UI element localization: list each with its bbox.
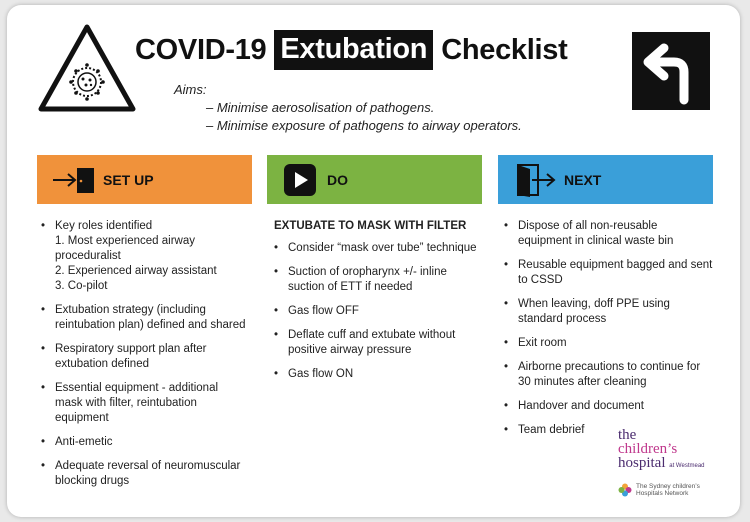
next-label: NEXT	[564, 171, 602, 188]
hospital-logo	[618, 428, 718, 497]
setup-column	[41, 219, 246, 498]
list-item: • Suction of oropharynx +/- inline suction of ETT if needed	[274, 265, 479, 295]
list-item: • Adequate reversal of neuromuscular blocking drugs	[41, 459, 246, 489]
list-item: • Gas flow OFF	[274, 304, 479, 319]
do-column	[274, 219, 479, 391]
title-part-1: COVID-19	[135, 33, 267, 66]
next-column	[504, 219, 714, 447]
list-item: • Gas flow ON	[274, 367, 479, 382]
aims-block	[174, 81, 522, 135]
network-line-1: The Sydney children’s	[636, 483, 700, 490]
enter-door-icon	[51, 165, 97, 195]
role-item: 3. Co-pilot	[55, 280, 108, 292]
setup-header	[37, 155, 252, 204]
list-item: • Airborne precautions to continue for 30 minutes after cleaning	[504, 360, 714, 390]
list-item: • Extubation strategy (including reintubation plan) defined and shared	[41, 303, 246, 333]
role-item: 2. Experienced airway assistant	[55, 265, 217, 277]
list-item: • Consider “mask over tube” technique	[274, 241, 479, 256]
logo-line-3-text: hospital	[618, 455, 666, 471]
title-part-3: Checklist	[441, 33, 568, 66]
list-item: • Deflate cuff and extubate without positive airway pressure	[274, 328, 479, 358]
network-logo	[618, 483, 718, 497]
list-item: • Dispose of all non-reusable equipment in clinical waste bin	[504, 219, 714, 249]
network-flower-icon	[618, 483, 632, 497]
title-highlight: Extubation	[274, 30, 433, 70]
exit-door-icon	[512, 162, 558, 198]
list-item	[41, 219, 246, 294]
logo-line-3	[618, 456, 718, 473]
aim-item: – Minimise exposure of pathogens to airway operators.	[206, 118, 522, 133]
logo-line-3-small: at Westmead	[669, 463, 705, 469]
list-item: • Essential equipment - additional mask with filter, reintubation equipment	[41, 381, 246, 426]
next-header	[498, 155, 713, 204]
role-item: 1. Most experienced airway proceduralist	[55, 235, 195, 262]
setup-item-text: • Key roles identified	[55, 220, 153, 232]
aims-label: Aims:	[174, 82, 207, 97]
logo-line-1: the	[618, 427, 637, 443]
logo-line-2: children’s	[618, 441, 678, 457]
aim-item: – Minimise aerosolisation of pathogens.	[206, 100, 435, 115]
list-item: • Team debrief	[504, 423, 714, 438]
list-item: • Exit room	[504, 336, 714, 351]
play-icon	[281, 162, 321, 198]
list-item: • Reusable equipment bagged and sent to CSSD	[504, 258, 714, 288]
list-item: • Respiratory support plan after extubation defined	[41, 342, 246, 372]
return-arrow-icon	[632, 32, 710, 110]
list-item: • Anti-emetic	[41, 435, 246, 450]
do-subheading: EXTUBATE TO MASK WITH FILTER	[274, 220, 467, 232]
list-item: • When leaving, doff PPE using standard process	[504, 297, 714, 327]
setup-label: SET UP	[103, 171, 154, 188]
list-item: • Handover and document	[504, 399, 714, 414]
do-label: DO	[327, 171, 348, 188]
page-title	[135, 29, 567, 71]
do-header	[267, 155, 482, 204]
network-line-2: Hospitals Network	[636, 490, 689, 497]
biohazard-warning-icon	[38, 24, 136, 112]
